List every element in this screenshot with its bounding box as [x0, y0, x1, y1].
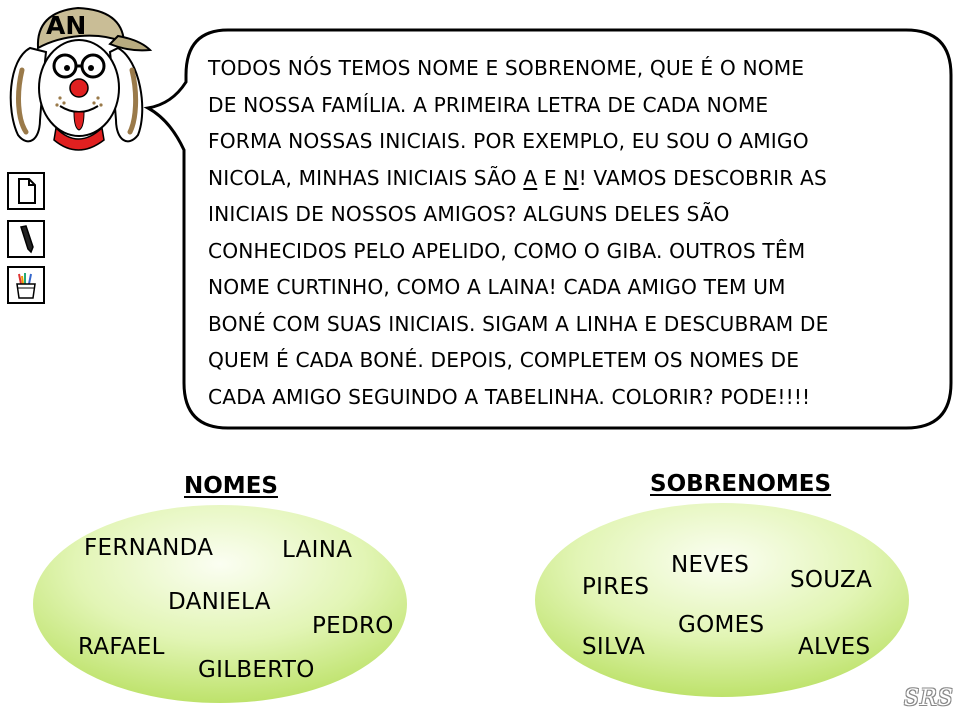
surname-word: PIRES [582, 574, 650, 600]
speech-line-text: CADA AMIGO SEGUINDO A TABELINHA. COLORIR? PODE!!!! [208, 384, 811, 409]
speech-line [208, 233, 943, 270]
page-tool-button[interactable] [7, 172, 45, 210]
ellipses [0, 470, 960, 720]
page-icon [9, 174, 43, 208]
speech-line [208, 306, 943, 343]
dog-nose [70, 79, 88, 97]
name-word: RAFAEL [78, 634, 165, 660]
speech-line-text: ! VAMOS DESCOBRIR AS [578, 165, 827, 190]
nomes-heading: NOMES [184, 473, 278, 499]
srs-logo: SRS [904, 686, 954, 711]
crayon-cup-icon [9, 268, 43, 302]
name-word: LAINA [282, 537, 353, 563]
speech-line [208, 160, 943, 197]
surname-word: SOUZA [790, 567, 873, 593]
speech-line [208, 50, 943, 87]
dog-character [0, 0, 160, 160]
speech-line-text: TODOS NÓS TEMOS NOME E SOBRENOME, QUE É O NOME [208, 56, 805, 80]
speech-line [208, 342, 943, 379]
initial-a: A [523, 165, 538, 190]
sobrenomes-ellipse [534, 502, 910, 698]
speech-line-text: NOME CURTINHO, COMO A LAINA! CADA AMIGO TEM UM [208, 275, 786, 299]
speech-line [208, 87, 943, 124]
sobrenomes-heading: SOBRENOMES [650, 471, 832, 497]
speech-line-text: BONÉ COM SUAS INICIAIS. SIGAM A LINHA E DESCUBRAM DE [208, 311, 829, 336]
cap-initials: AN [46, 11, 87, 40]
initial-n: N [563, 165, 579, 190]
speech-line-text: E [537, 165, 564, 190]
surname-word: GOMES [678, 612, 765, 638]
speech-line [208, 379, 943, 416]
speech-text [208, 50, 943, 415]
name-word: DANIELA [168, 589, 271, 615]
speech-line [208, 196, 943, 233]
name-word: FERNANDA [84, 535, 214, 561]
speech-line-text: FORMA NOSSAS INICIAIS. POR EXEMPLO, EU SOU O AMIGO [208, 129, 809, 153]
speech-line [208, 269, 943, 306]
surname-word: SILVA [582, 634, 646, 660]
speech-line-text: INICIAIS DE NOSSOS AMIGOS? ALGUNS DELES SÃO [208, 202, 730, 226]
speech-line [208, 123, 943, 160]
speech-line-text: CONHECIDOS PELO APELIDO, COMO O GIBA. OUTROS TÊM [208, 238, 806, 263]
speech-line-text: NICOLA, MINHAS INICIAIS SÃO [208, 165, 524, 190]
speech-line-text: QUEM É CADA BONÉ. DEPOIS, COMPLETEM OS NOMES DE [208, 348, 800, 372]
speech-line-text: DE NOSSA FAMÍLIA. A PRIMEIRA LETRA DE CADA NOME [208, 92, 769, 117]
name-word: GILBERTO [198, 657, 315, 683]
pencil-icon [9, 222, 43, 256]
crayon-tool-button[interactable] [7, 266, 45, 304]
name-word: PEDRO [312, 613, 394, 639]
pencil-tool-button[interactable] [7, 220, 45, 258]
surname-word: ALVES [798, 634, 871, 660]
surname-word: NEVES [671, 552, 750, 578]
